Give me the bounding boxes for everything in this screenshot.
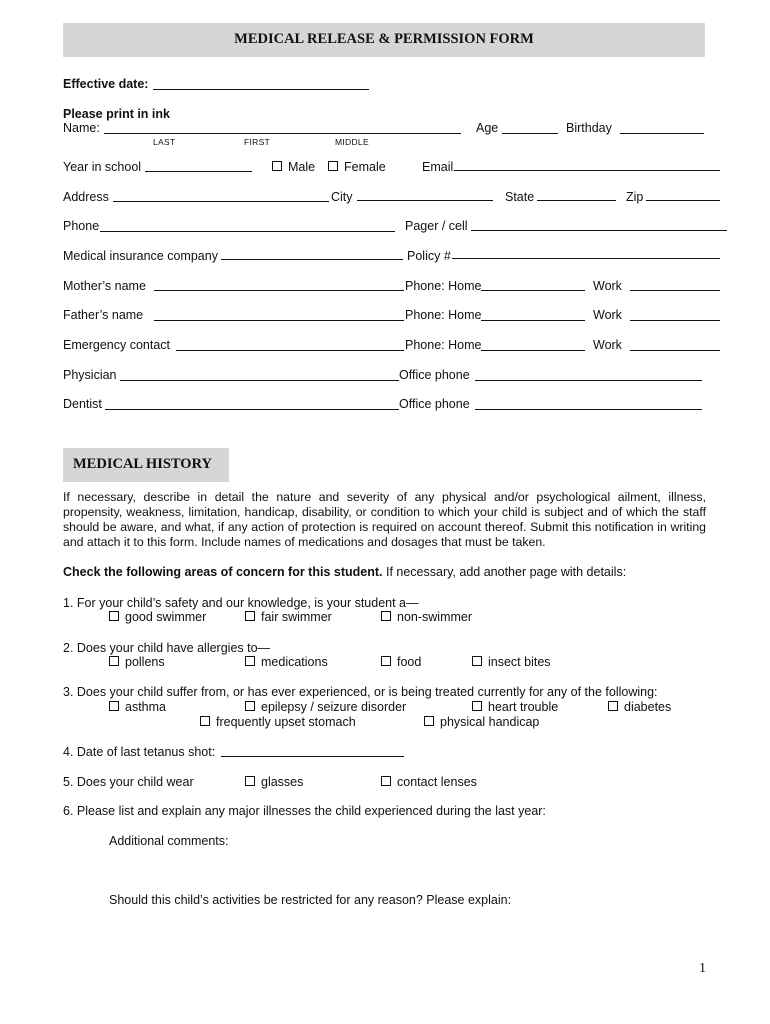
fair-swimmer-checkbox[interactable] xyxy=(245,611,255,621)
effective-date-field[interactable] xyxy=(153,89,369,90)
heart-trouble-option[interactable] xyxy=(472,700,558,714)
birthday-field[interactable] xyxy=(620,133,704,134)
epilepsy-label: epilepsy / seizure disorder xyxy=(261,700,407,714)
insurance-field[interactable] xyxy=(221,259,403,260)
physician-office-phone-label: Office phone xyxy=(399,368,470,382)
good-swimmer-checkbox[interactable] xyxy=(109,611,119,621)
mother-phone-home-label: Phone: Home xyxy=(405,279,482,293)
non-swimmer-option[interactable] xyxy=(381,610,472,624)
insect-bites-checkbox[interactable] xyxy=(472,656,482,666)
asthma-option[interactable] xyxy=(109,700,166,714)
physical-handicap-checkbox[interactable] xyxy=(424,716,434,726)
age-label: Age xyxy=(476,121,499,135)
state-field[interactable] xyxy=(537,200,616,201)
pollens-label: pollens xyxy=(125,655,165,669)
email-label: Email xyxy=(422,160,454,174)
father-work-label: Work xyxy=(593,308,622,322)
pager-cell-label: Pager / cell xyxy=(405,219,468,233)
last-name-sublabel: LAST xyxy=(153,137,176,147)
email-field[interactable] xyxy=(454,170,720,171)
pollens-option[interactable] xyxy=(109,655,165,669)
check-instructions xyxy=(63,565,626,579)
pager-cell-field[interactable] xyxy=(471,230,727,231)
phone-label: Phone xyxy=(63,219,100,233)
insurance-label: Medical insurance company xyxy=(63,249,218,263)
non-swimmer-checkbox[interactable] xyxy=(381,611,391,621)
food-checkbox[interactable] xyxy=(381,656,391,666)
physical-handicap-label: physical handicap xyxy=(440,715,540,729)
restriction-question: Should this child’s activities be restricted for any reason? Please explain: xyxy=(109,893,512,907)
female-option[interactable] xyxy=(328,160,386,174)
diabetes-checkbox[interactable] xyxy=(608,701,618,711)
glasses-label: glasses xyxy=(261,775,304,789)
dentist-label: Dentist xyxy=(63,397,102,411)
upset-stomach-label: frequently upset stomach xyxy=(216,715,356,729)
female-label: Female xyxy=(344,160,386,174)
print-in-ink-note: Please print in ink xyxy=(63,107,170,121)
heart-trouble-checkbox[interactable] xyxy=(472,701,482,711)
year-in-school-label: Year in school xyxy=(63,160,142,174)
question-5: 5. Does your child wear xyxy=(63,775,194,789)
food-option[interactable] xyxy=(381,655,421,669)
emergency-contact-label: Emergency contact xyxy=(63,338,170,352)
medical-history-bar xyxy=(63,448,229,482)
tetanus-date-field[interactable] xyxy=(221,756,404,757)
dentist-office-phone-label: Office phone xyxy=(399,397,470,411)
state-label: State xyxy=(505,190,535,204)
diabetes-option[interactable] xyxy=(608,700,671,714)
name-field[interactable] xyxy=(104,133,461,134)
contact-lenses-option[interactable] xyxy=(381,775,477,789)
mothers-name-field[interactable] xyxy=(154,290,404,291)
effective-date-label: Effective date: xyxy=(63,77,149,91)
year-in-school-field[interactable] xyxy=(145,171,252,172)
asthma-checkbox[interactable] xyxy=(109,701,119,711)
mother-phone-home-field[interactable] xyxy=(481,290,585,291)
male-option[interactable] xyxy=(272,160,315,174)
page-number: 1 xyxy=(699,961,706,976)
city-field[interactable] xyxy=(357,200,493,201)
insect-bites-label: insect bites xyxy=(488,655,551,669)
history-intro-paragraph: If necessary, describe in detail the nature and severity of any physical and/or psychological ailment, illness, propensity, weakness, limitation, handicap, disability, or condition to which your child is subject and of which the staff should be aware, and what, if any action of protection is required on account thereof. Submit this notification in writing and attach it to this form. Include names of medications and dosages that must be taken. xyxy=(63,490,706,549)
emergency-phone-home-field[interactable] xyxy=(481,350,585,351)
upset-stomach-checkbox[interactable] xyxy=(200,716,210,726)
city-label: City xyxy=(331,190,353,204)
mothers-name-label: Mother’s name xyxy=(63,279,146,293)
additional-comments-label: Additional comments: xyxy=(109,834,229,848)
good-swimmer-label: good swimmer xyxy=(125,610,207,624)
good-swimmer-option[interactable] xyxy=(109,610,206,624)
physician-office-phone-field[interactable] xyxy=(475,380,702,381)
fair-swimmer-label: fair swimmer xyxy=(261,610,332,624)
epilepsy-option[interactable] xyxy=(245,700,406,714)
emergency-work-label: Work xyxy=(593,338,622,352)
male-checkbox[interactable] xyxy=(272,161,282,171)
female-checkbox[interactable] xyxy=(328,161,338,171)
birthday-label: Birthday xyxy=(566,121,612,135)
dentist-office-phone-field[interactable] xyxy=(475,409,702,410)
father-phone-home-label: Phone: Home xyxy=(405,308,482,322)
medical-history-heading: MEDICAL HISTORY xyxy=(73,456,213,472)
form-title: MEDICAL RELEASE & PERMISSION FORM xyxy=(234,31,534,47)
policy-field[interactable] xyxy=(452,258,720,259)
question-4: 4. Date of last tetanus shot: xyxy=(63,745,216,759)
medications-checkbox[interactable] xyxy=(245,656,255,666)
glasses-option[interactable] xyxy=(245,775,303,789)
age-field[interactable] xyxy=(502,133,558,134)
emergency-work-field[interactable] xyxy=(630,350,720,351)
question-3: 3. Does your child suffer from, or has ever experienced, or is being treated currently for any of the following: xyxy=(63,685,658,699)
name-label: Name: xyxy=(63,121,100,135)
zip-field[interactable] xyxy=(646,200,720,201)
middle-name-sublabel: MIDDLE xyxy=(335,137,369,147)
medications-option[interactable] xyxy=(245,655,328,669)
non-swimmer-label: non-swimmer xyxy=(397,610,473,624)
question-2: 2. Does your child have allergies to— xyxy=(63,641,271,655)
contact-lenses-label: contact lenses xyxy=(397,775,477,789)
form-title-bar xyxy=(63,23,705,57)
emergency-contact-field[interactable] xyxy=(176,350,404,351)
check-instructions-rest: If necessary, add another page with details: xyxy=(382,565,627,579)
physician-field[interactable] xyxy=(120,380,399,381)
glasses-checkbox[interactable] xyxy=(245,776,255,786)
first-name-sublabel: FIRST xyxy=(244,137,271,147)
physical-handicap-option[interactable] xyxy=(424,715,539,729)
address-field[interactable] xyxy=(113,201,329,202)
insect-bites-option[interactable] xyxy=(472,655,551,669)
father-work-field[interactable] xyxy=(630,320,720,321)
fair-swimmer-option[interactable] xyxy=(245,610,332,624)
check-instructions-bold: Check the following areas of concern for this student. xyxy=(63,565,383,579)
diabetes-label: diabetes xyxy=(624,700,672,714)
contact-lenses-checkbox[interactable] xyxy=(381,776,391,786)
asthma-label: asthma xyxy=(125,700,166,714)
fathers-name-field[interactable] xyxy=(154,320,404,321)
male-label: Male xyxy=(288,160,316,174)
fathers-name-label: Father’s name xyxy=(63,308,144,322)
policy-label: Policy # xyxy=(407,249,451,263)
food-label: food xyxy=(397,655,422,669)
father-phone-home-field[interactable] xyxy=(481,320,585,321)
medications-label: medications xyxy=(261,655,328,669)
question-6: 6. Please list and explain any major illnesses the child experienced during the last year: xyxy=(63,804,546,818)
epilepsy-checkbox[interactable] xyxy=(245,701,255,711)
mother-work-label: Work xyxy=(593,279,622,293)
question-1: 1. For your child’s safety and our knowledge, is your student a— xyxy=(63,596,419,610)
emergency-phone-home-label: Phone: Home xyxy=(405,338,482,352)
upset-stomach-option[interactable] xyxy=(200,715,356,729)
phone-field[interactable] xyxy=(100,231,395,232)
zip-label: Zip xyxy=(626,190,644,204)
dentist-field[interactable] xyxy=(105,409,399,410)
heart-trouble-label: heart trouble xyxy=(488,700,559,714)
physician-label: Physician xyxy=(63,368,117,382)
mother-work-field[interactable] xyxy=(630,290,720,291)
pollens-checkbox[interactable] xyxy=(109,656,119,666)
address-label: Address xyxy=(63,190,109,204)
